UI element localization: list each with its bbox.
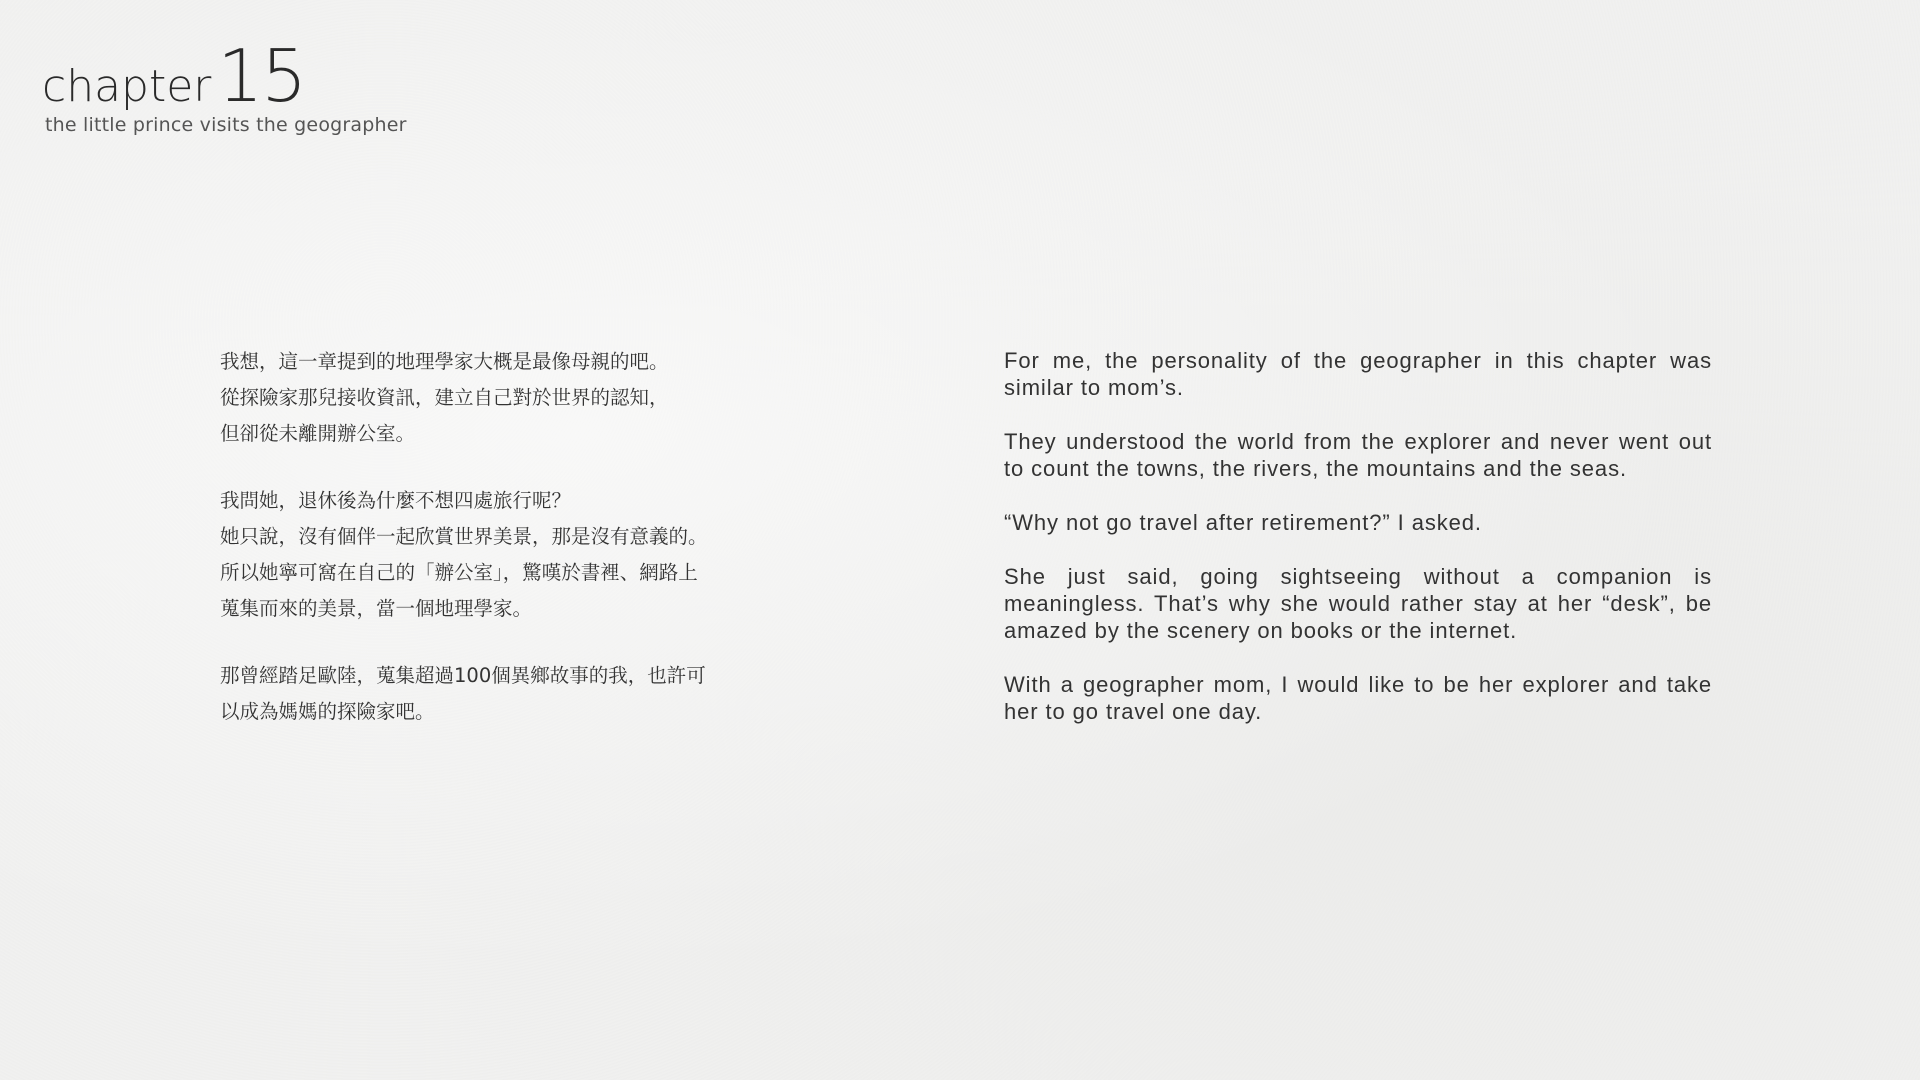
chinese-line: 以成為媽媽的探險家吧。 (220, 700, 435, 723)
chinese-paragraph (220, 658, 780, 730)
chapter-word: chapter (42, 61, 212, 112)
chinese-line: 蒐集而來的美景，當一個地理學家。 (220, 597, 533, 620)
chinese-line: 從探險家那兒接收資訊，建立自己對於世界的認知， (220, 386, 669, 409)
chinese-paragraph (220, 483, 780, 627)
english-paragraph: “Why not go travel after retirement?” I asked. (1004, 510, 1482, 535)
english-paragraph: With a geographer mom, I would like to be her explorer and take her to go travel one day. (1004, 672, 1712, 724)
chinese-line: 那曾經踏足歐陸，蒐集超過100個異鄉故事的我，也許可 (220, 664, 706, 687)
english-paragraph: For me, the personality of the geographer in this chapter was similar to mom’s. (1004, 348, 1712, 400)
chapter-title (42, 34, 407, 118)
chapter-number: 15 (217, 34, 306, 118)
chinese-line: 所以她寧可窩在自己的「辦公室」，驚嘆於書裡、網路上 (220, 561, 698, 584)
chinese-line: 但卻從未離開辦公室。 (220, 422, 416, 445)
english-paragraph: They understood the world from the explorer and never went out to count the towns, the rivers, the mountains and the seas. (1004, 429, 1712, 481)
chinese-text-column (220, 344, 780, 761)
chinese-line: 我想，這一章提到的地理學家大概是最像母親的吧。 (220, 350, 669, 373)
english-text-column (1004, 347, 1712, 752)
english-paragraph: She just said, going sightseeing without a companion is meaningless. That’s why she would rather stay at her “desk”, be amazed by the scenery on books or the internet. (1004, 564, 1712, 643)
chinese-line: 她只說，沒有個伴一起欣賞世界美景，那是沒有意義的。 (220, 525, 708, 548)
chinese-paragraph (220, 344, 780, 452)
chapter-header (42, 34, 407, 136)
chapter-subtitle: the little prince visits the geographer (45, 114, 407, 136)
chinese-line: 我問她，退休後為什麼不想四處旅行呢？ (220, 489, 572, 512)
